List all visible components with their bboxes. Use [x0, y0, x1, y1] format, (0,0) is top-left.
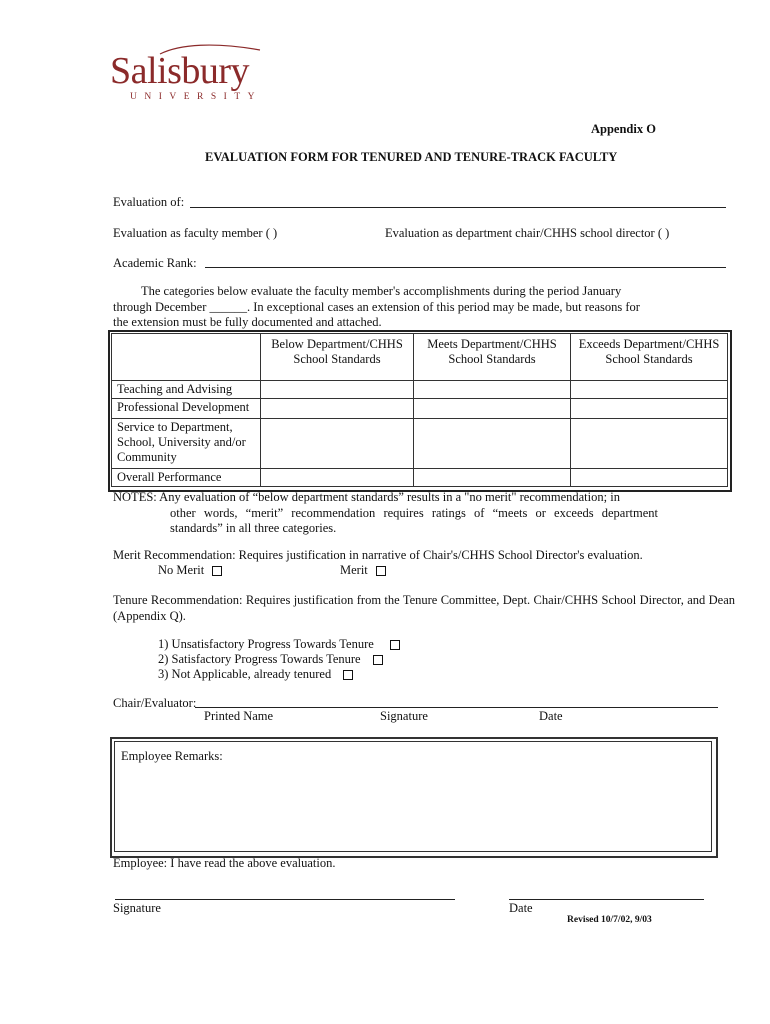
tenure-label: Tenure Recommendation: Requires justification from the Tenure Committee, Dept. Chair/CHHS School Director, and Dean (Appendix Q). — [113, 593, 735, 623]
rating-cell[interactable] — [414, 419, 571, 469]
table-header-blank — [112, 334, 261, 381]
eval-faculty-option[interactable]: Evaluation as faculty member ( ) — [113, 226, 278, 240]
rating-cell[interactable] — [261, 469, 414, 487]
date-label: Date — [539, 709, 563, 723]
table-header-below: Below Department/CHHS School Standards — [261, 334, 414, 381]
chair-evaluator-label: Chair/Evaluator: — [113, 696, 197, 710]
no-merit-label: No Merit — [158, 563, 205, 577]
logo-wordmark: Salisbury — [110, 50, 250, 92]
notes-block — [113, 490, 658, 537]
table-row-label: Overall Performance — [112, 469, 261, 487]
tenure-option-label: 1) Unsatisfactory Progress Towards Tenure — [158, 637, 374, 651]
intro-line-1: The categories below evaluate the faculty member's accomplishments during the period January — [141, 284, 622, 298]
notes-continuation: other words, “merit” recommendation requires ratings of “meets or exceeds department standards” in all three categories. — [170, 505, 658, 535]
tenure-checkbox-3[interactable] — [343, 670, 353, 680]
rating-cell[interactable] — [261, 399, 414, 419]
tenure-option-label: 3) Not Applicable, already tenured — [158, 667, 332, 681]
evaluation-of-label: Evaluation of: — [113, 195, 185, 209]
rating-cell[interactable] — [414, 399, 571, 419]
tenure-option-label: 2) Satisfactory Progress Towards Tenure — [158, 652, 361, 666]
rating-cell[interactable] — [571, 469, 728, 487]
academic-rank-field[interactable] — [205, 267, 726, 268]
employee-date-label: Date — [509, 901, 533, 915]
revised-note: Revised 10/7/02, 9/03 — [567, 915, 652, 925]
merit-checkbox[interactable] — [376, 566, 386, 576]
table-row-label: Professional Development — [112, 399, 261, 419]
evaluation-of-field[interactable] — [190, 207, 726, 208]
employee-signature-field[interactable] — [115, 899, 455, 900]
tenure-checkbox-1[interactable] — [390, 640, 400, 650]
tenure-option-3[interactable] — [158, 667, 353, 682]
tenure-checkbox-2[interactable] — [373, 655, 383, 665]
rating-cell[interactable] — [571, 419, 728, 469]
intro-line-3: the extension must be fully documented and attached. — [113, 315, 382, 329]
employee-signature-label: Signature — [113, 901, 161, 915]
intro-line-2: through December ______. In exceptional cases an extension of this period may be made, but reasons for — [113, 300, 640, 314]
rating-cell[interactable] — [571, 399, 728, 419]
academic-rank-label: Academic Rank: — [113, 256, 197, 270]
logo-subtitle: UNIVERSITY — [130, 92, 262, 102]
table-row-label: Service to Department, School, University and/or Community — [112, 419, 261, 469]
rating-cell[interactable] — [414, 381, 571, 399]
no-merit-checkbox[interactable] — [212, 566, 222, 576]
chair-evaluator-field[interactable] — [195, 707, 718, 708]
employee-date-field[interactable] — [509, 899, 704, 900]
ratings-table — [111, 333, 728, 487]
printed-name-label: Printed Name — [204, 709, 274, 723]
employee-ack: Employee: I have read the above evaluation. — [113, 856, 336, 870]
table-header-meets: Meets Department/CHHS School Standards — [414, 334, 571, 381]
tenure-option-2[interactable] — [158, 652, 383, 667]
notes-first-line: NOTES: Any evaluation of “below department standards” results in a "no merit" recommendation; in — [113, 490, 620, 504]
rating-cell[interactable] — [414, 469, 571, 487]
rating-cell[interactable] — [261, 419, 414, 469]
table-header-exceeds: Exceeds Department/CHHS School Standards — [571, 334, 728, 381]
form-title: EVALUATION FORM FOR TENURED AND TENURE-TRACK FACULTY — [205, 150, 618, 164]
eval-chair-option[interactable]: Evaluation as department chair/CHHS school director ( ) — [385, 226, 670, 240]
rating-cell[interactable] — [261, 381, 414, 399]
merit-label: Merit Recommendation: Requires justification in narrative of Chair's/CHHS School Director's evaluation. — [113, 548, 643, 562]
employee-remarks-label: Employee Remarks: — [121, 749, 223, 763]
no-merit-option[interactable] — [158, 563, 222, 578]
appendix-label: Appendix O — [591, 122, 656, 136]
tenure-option-1[interactable] — [158, 637, 400, 652]
table-row-label: Teaching and Advising — [112, 381, 261, 399]
merit-option-label: Merit — [340, 563, 368, 577]
rating-cell[interactable] — [571, 381, 728, 399]
signature-label: Signature — [380, 709, 428, 723]
merit-option[interactable] — [340, 563, 386, 578]
